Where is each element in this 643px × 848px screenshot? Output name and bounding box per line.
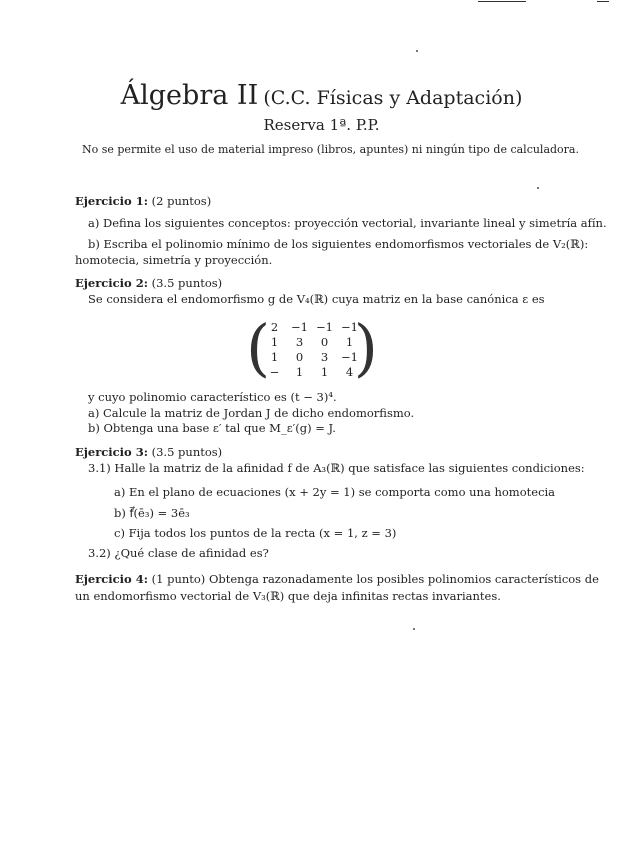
matrix-cell: − [269, 365, 280, 379]
matrix-cell: 3 [295, 335, 304, 349]
matrix-cell: 4 [345, 365, 354, 379]
ejercicio2-charpoly: y cuyo polinomio característico es (t − 3)⁴. [88, 390, 337, 404]
top-edge-line-right [597, 1, 609, 2]
ejercicio2-label: Ejercicio 2: [75, 276, 148, 290]
ejercicio3-points: (3.5 puntos) [151, 445, 223, 459]
matrix-cell: −1 [341, 350, 358, 364]
ejercicio3-label: Ejercicio 3: [75, 445, 148, 459]
ejercicio3-c: c) Fija todos los puntos de la recta (x = 1, z = 3) [114, 526, 397, 540]
ejercicio2-intro: Se considera el endomorfismo g de V₄(ℝ) cuya matriz en la base canónica ε es [88, 292, 545, 306]
matrix-cell: 1 [345, 335, 354, 349]
matrix-left-paren: ( [246, 311, 271, 384]
matrix-cell: −1 [316, 320, 333, 334]
matrix-cell: 3 [320, 350, 329, 364]
matrix-cell: −1 [341, 320, 358, 334]
ejercicio3-heading [75, 445, 222, 459]
matrix-right-paren: ) [353, 311, 378, 384]
ejercicio4-points: (1 punto) [151, 572, 206, 586]
matrix-cell: 1 [270, 350, 279, 364]
ejercicio4-line2: un endomorfismo vectorial de V₃(ℝ) que deja infinitas rectas invariantes. [75, 589, 501, 603]
matrix-cell: 1 [270, 335, 279, 349]
ejercicio4-line1: Obtenga razonadamente los posibles polinomios característicos de [208, 572, 599, 586]
scan-speck [413, 628, 415, 630]
ejercicio1-a: a) Defina los siguientes conceptos: proyección vectorial, invariante lineal y simetría afín. [88, 216, 607, 230]
matrix-cell: −1 [291, 320, 308, 334]
top-edge-line [478, 1, 526, 2]
ejercicio1-b1: b) Escriba el polinomio mínimo de los siguientes endomorfismos vectoriales de V₂(ℝ): [88, 237, 589, 251]
ejercicio3-p31: 3.1) Halle la matriz de la afinidad f de A₃(ℝ) que satisface las siguientes condiciones: [88, 461, 585, 475]
matrix-cell: 1 [295, 365, 304, 379]
ejercicio1-label: Ejercicio 1: [75, 194, 148, 208]
matrix-cell: 0 [295, 350, 304, 364]
ejercicio1-heading [75, 194, 211, 208]
matrix-cell: 1 [320, 365, 329, 379]
ejercicio3-b: b) f⃗(ē₃) = 3ē₃ [114, 506, 190, 520]
matrix [246, 311, 378, 384]
matrix-cell: 2 [270, 320, 279, 334]
title-rest: (C.C. Físicas y Adaptación) [263, 87, 523, 109]
ejercicio2-a: a) Calcule la matriz de Jordan J de dicho endomorfismo. [88, 406, 415, 420]
matrix-grid [262, 320, 362, 380]
ejercicio4-label: Ejercicio 4: [75, 572, 148, 586]
exam-subtitle: Reserva 1ª. P.P. [263, 116, 380, 134]
page-title [0, 80, 643, 111]
exam-note: No se permite el uso de material impreso (libros, apuntes) ni ningún tipo de calculadora. [82, 143, 579, 156]
ejercicio2-heading [75, 276, 222, 290]
scan-speck [537, 187, 539, 189]
ejercicio2-points: (3.5 puntos) [151, 276, 223, 290]
title-main: Álgebra II [120, 80, 259, 111]
ejercicio1-b2: homotecia, simetría y proyección. [75, 253, 273, 267]
ejercicio3-a: a) En el plano de ecuaciones (x + 2y = 1) se comporta como una homotecia [114, 485, 556, 499]
ejercicio2-b: b) Obtenga una base ε′ tal que M_ε′(g) = J. [88, 421, 336, 435]
ejercicio3-p32: 3.2) ¿Qué clase de afinidad es? [88, 546, 269, 560]
ejercicio4-heading [75, 572, 599, 586]
scan-speck [416, 50, 418, 52]
ejercicio1-points: (2 puntos) [151, 194, 212, 208]
matrix-cell: 0 [320, 335, 329, 349]
